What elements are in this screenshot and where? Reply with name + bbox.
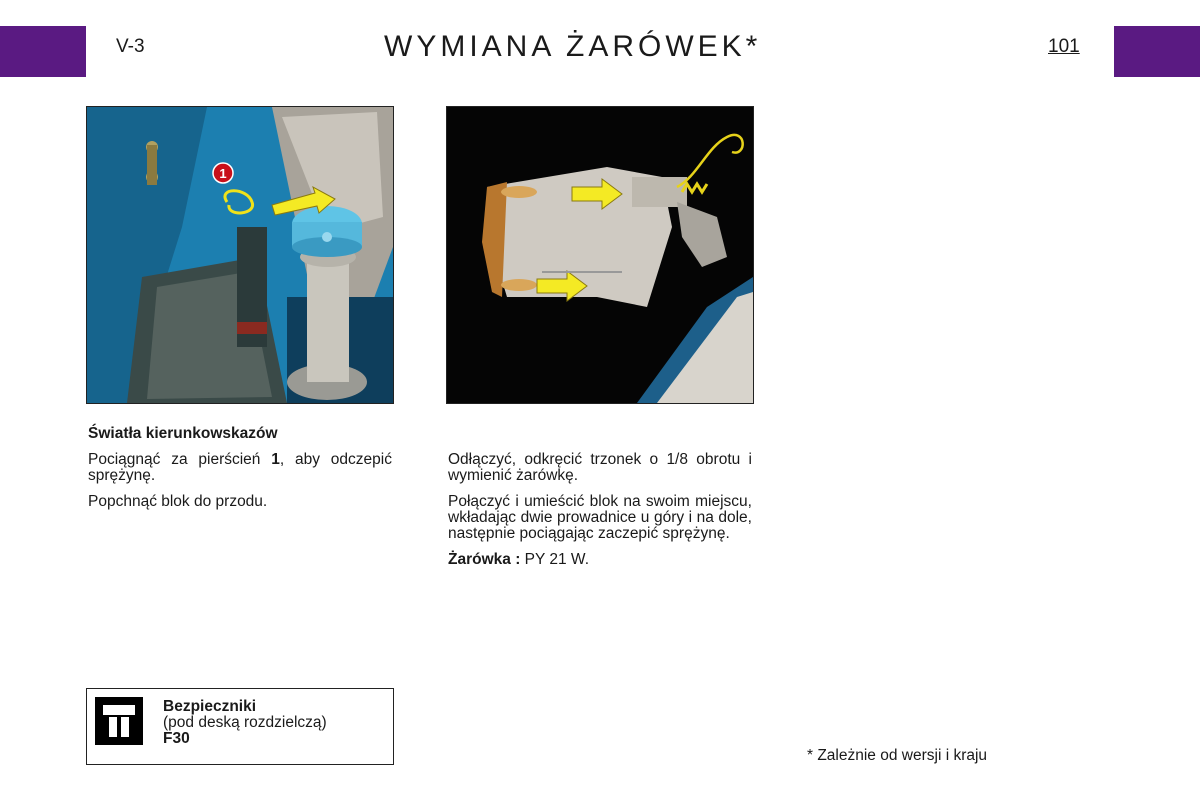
footnote: * Zależnie od wersji i kraju [807, 747, 988, 764]
photo-indicator-spring [86, 106, 394, 404]
instruction-3: Odłączyć, odkręcić trzonek o 1/8 obrotu i wymienić żarówkę. [448, 451, 752, 484]
section-heading: Światła kierunkowskazów [88, 425, 278, 442]
instruction-1: Pociągnąć za pierścień 1, aby odczepić sprężynę. [88, 451, 392, 484]
fuse-text [163, 699, 327, 747]
fuse-info-box [86, 688, 394, 765]
left-column [88, 426, 392, 520]
instruction-2: Popchnąć blok do przodu. [88, 493, 268, 510]
right-column [448, 452, 752, 578]
fuse-id: F30 [163, 730, 190, 747]
header-tab-right [1114, 26, 1200, 77]
header-tab-left [0, 26, 86, 77]
section-label: V-3 [116, 36, 145, 57]
bulb-label: Żarówka : [448, 551, 521, 568]
photo-indicator-unit [446, 106, 754, 404]
fuse-icon [95, 697, 143, 745]
bulb-spec [448, 552, 752, 568]
fuse-location: (pod deską rozdzielczą) [163, 714, 327, 731]
ring-reference: 1 [271, 451, 280, 468]
bulb-value: PY 21 W. [520, 551, 589, 568]
instruction-4: Połączyć i umieścić blok na swoim miejscu, wkładając dwie prowadnice u góry i na dole, następnie pociągając zaczepić sprężynę. [448, 493, 752, 542]
page-title: WYMIANA ŻARÓWEK* [384, 30, 762, 63]
fuse-title: Bezpieczniki [163, 698, 257, 715]
callout-1: 1 [219, 166, 227, 181]
page-number: 101 [1048, 36, 1080, 57]
